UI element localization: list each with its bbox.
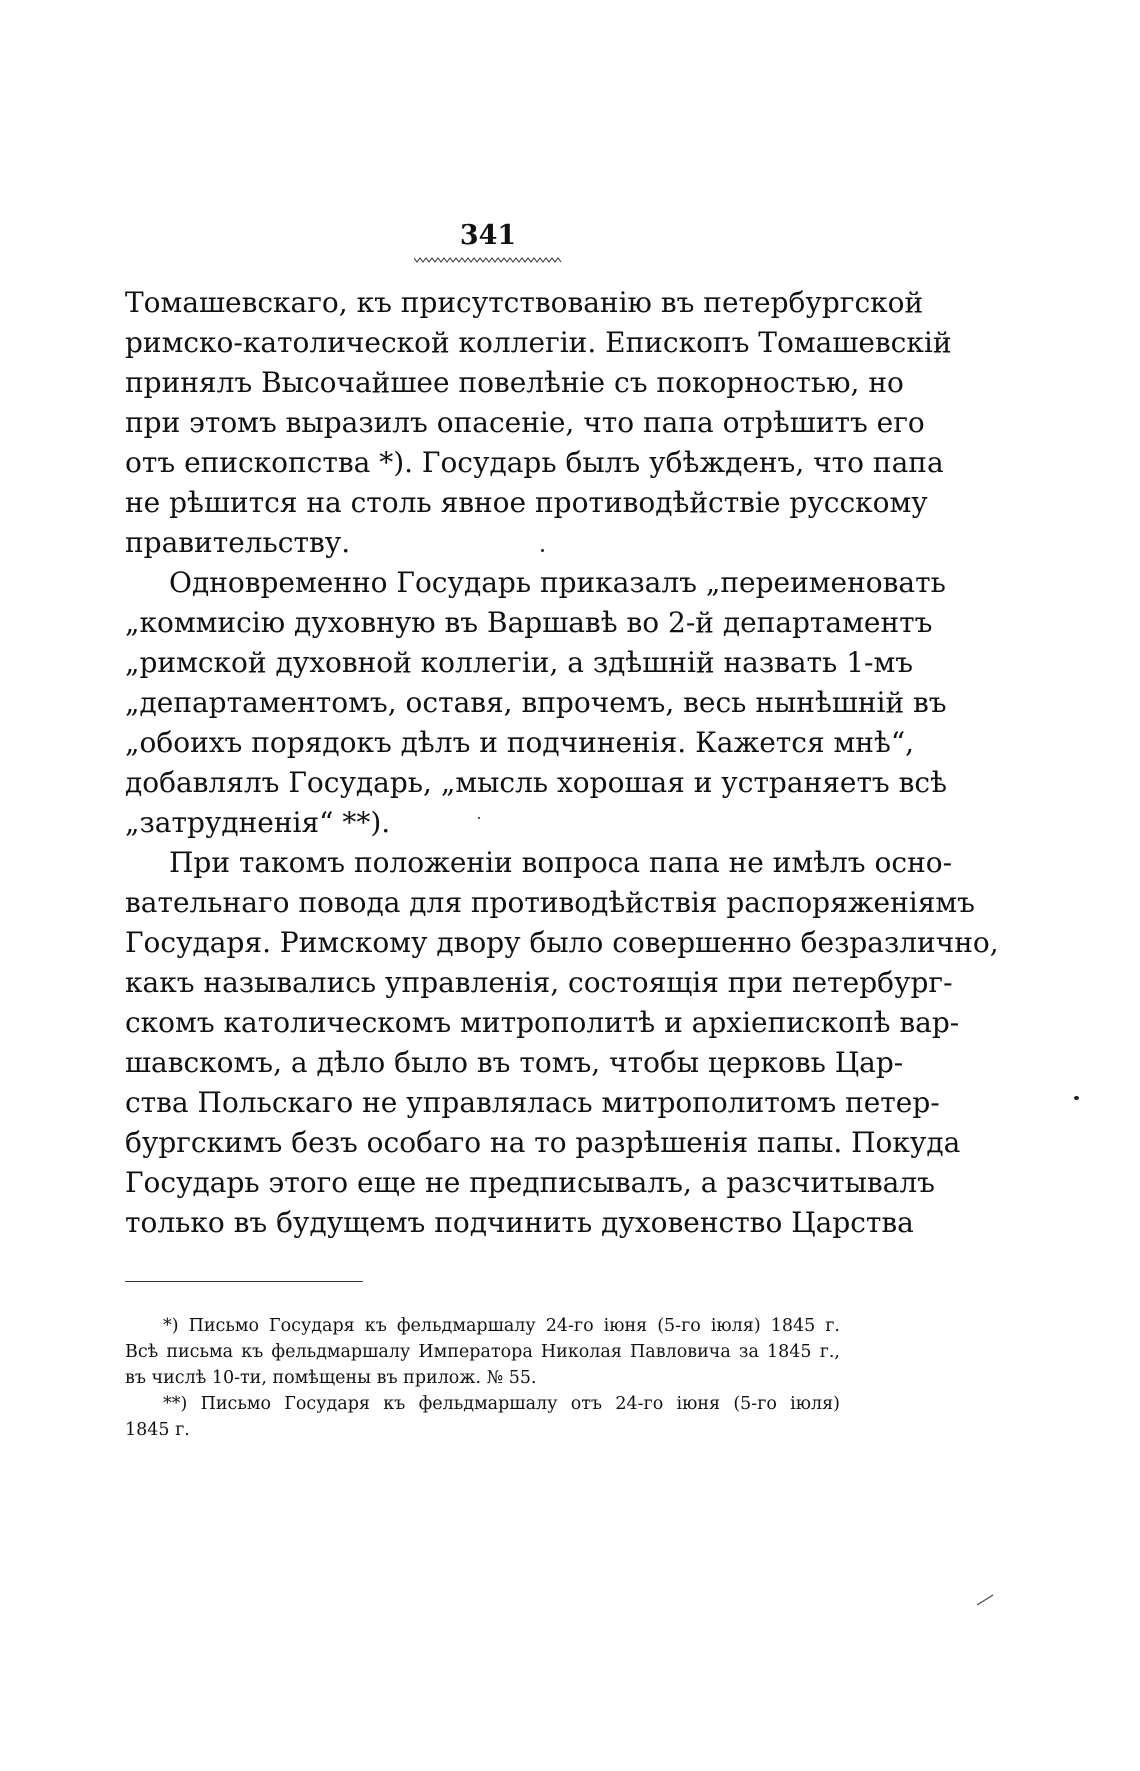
text-line: ства Польскаго не управлялась митрополитомъ петер- bbox=[125, 1086, 940, 1119]
text-line: добавлялъ Государь, „мысль хорошая и устраняетъ всѣ bbox=[125, 766, 947, 799]
paragraph bbox=[125, 283, 952, 563]
scan-speck bbox=[478, 817, 480, 819]
text-line: шавскомъ, а дѣло было въ томъ, чтобы церковь Цар- bbox=[125, 1046, 904, 1079]
text-line: правительству. bbox=[125, 526, 351, 559]
text-line: какъ назывались управленія, состоящія при петербург- bbox=[125, 966, 953, 999]
text-line: не рѣшится на столь явное противодѣйствіе русскому bbox=[125, 486, 928, 519]
paragraph bbox=[125, 563, 947, 843]
scan-mark bbox=[975, 1593, 995, 1607]
text-line: Государя. Римскому двору было совершенно безразлично, bbox=[125, 926, 999, 959]
footnote-line: **) Письмо Государя къ фельдмаршалу отъ 24-го іюня (5-го іюля) bbox=[163, 1394, 840, 1414]
text-line: скомъ католическомъ митрополитѣ и архіепископѣ вар- bbox=[125, 1006, 960, 1039]
footnote-line: 1845 г. bbox=[125, 1420, 190, 1440]
text-line: „затрудненія“ **). bbox=[125, 806, 391, 839]
scan-speck bbox=[541, 549, 544, 552]
text-line: римско-католической коллегіи. Епископъ Томашевскій bbox=[125, 326, 952, 359]
text-line: принялъ Высочайшее повелѣніе съ покорностью, но bbox=[125, 366, 904, 399]
text-line: Томашевскаго, къ присутствованію въ петербургской bbox=[125, 286, 924, 319]
text-line: Государь этого еще не предписывалъ, а разсчитывалъ bbox=[125, 1166, 935, 1199]
paragraph bbox=[125, 843, 999, 1243]
footnote-divider bbox=[125, 1281, 363, 1282]
page-number-ornament bbox=[414, 256, 564, 264]
text-line: „римской духовной коллегіи, а здѣшній назвать 1-мъ bbox=[125, 646, 914, 679]
footnote-line: Всѣ письма къ фельдмаршалу Императора Николая Павловича за 1845 г., bbox=[125, 1342, 840, 1362]
text-line: Одновременно Государь приказалъ „переименовать bbox=[169, 566, 946, 599]
text-line: „коммисію духовную въ Варшавѣ во 2-й департаментъ bbox=[125, 606, 933, 639]
text-line: при этомъ выразилъ опасеніе, что папа отрѣшитъ его bbox=[125, 406, 925, 439]
footnote-line: въ числѣ 10-ти, помѣщены въ прилож. № 55. bbox=[125, 1368, 537, 1388]
text-line: бургскимъ безъ особаго на то разрѣшенія папы. Покуда bbox=[125, 1126, 961, 1159]
footnote-line: *) Письмо Государя къ фельдмаршалу 24-го іюня (5-го іюля) 1845 г. bbox=[163, 1316, 840, 1336]
text-line: При такомъ положеніи вопроса папа не имѣлъ осно- bbox=[169, 846, 953, 879]
text-line: „департаментомъ, оставя, впрочемъ, весь нынѣшній въ bbox=[125, 686, 947, 719]
scan-speck bbox=[1074, 1096, 1079, 1100]
body-text bbox=[125, 283, 999, 1243]
page-number: 341 bbox=[459, 220, 517, 251]
footnote bbox=[125, 1391, 840, 1443]
footnotes bbox=[125, 1313, 840, 1443]
text-line: „обоихъ порядокъ дѣлъ и подчиненія. Кажется мнѣ“, bbox=[125, 726, 915, 759]
footnote bbox=[125, 1313, 840, 1391]
text-line: только въ будущемъ подчинить духовенство Царства bbox=[125, 1206, 914, 1239]
text-line: отъ епископства *). Государь былъ убѣжденъ, что папа bbox=[125, 446, 944, 479]
text-line: вательнаго повода для противодѣйствія распоряженіямъ bbox=[125, 886, 975, 919]
